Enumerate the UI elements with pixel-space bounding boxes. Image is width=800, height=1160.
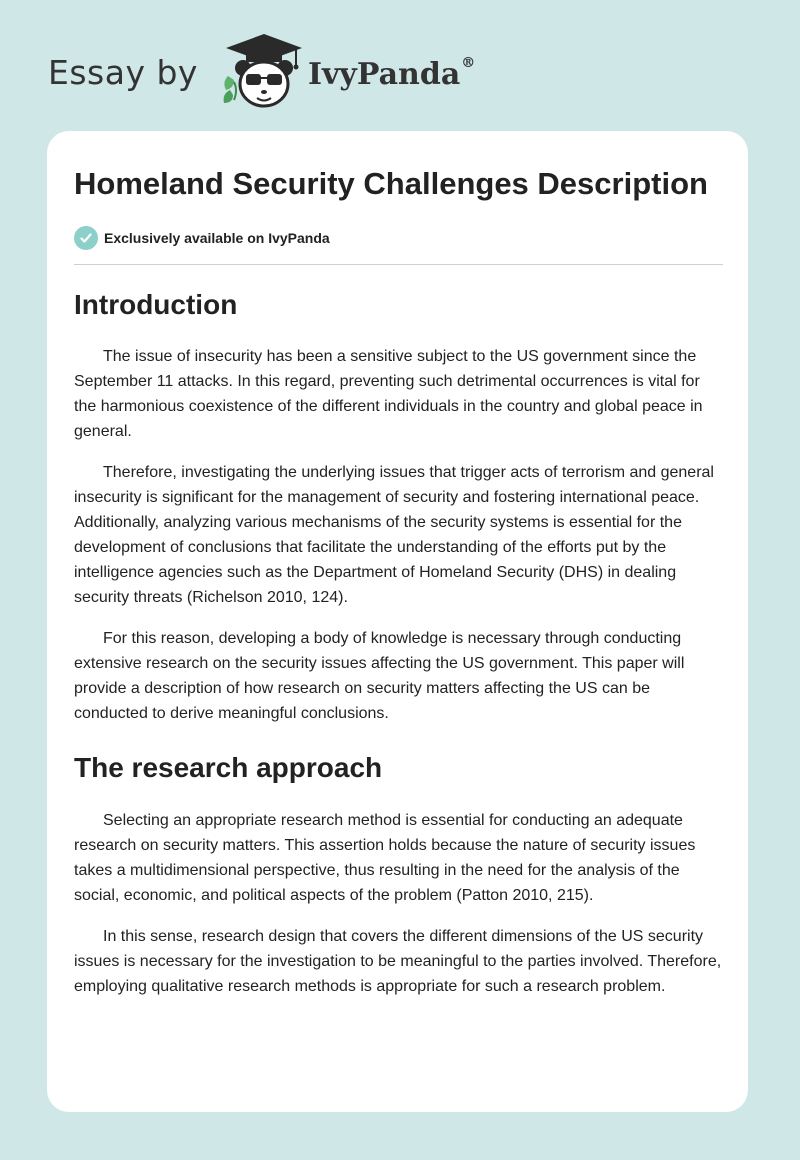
paragraph: For this reason, developing a body of knowledge is necessary through conducting extensive research on the security issues affecting the US government. This paper will provide a description of how research on security matters affecting the US can be conducted to derive meaningful conclusions. [74, 630, 685, 722]
check-icon [74, 226, 98, 250]
paragraph: Selecting an appropriate research method is essential for conducting an adequate research on security matters. This assertion holds because the nature of security issues takes a multidimensional perspective, thus resulting in the need for the analysis of the social, economic, and political aspects of the problem (Patton 2010, 215). [74, 812, 696, 904]
essay-by-label: Essay by [48, 52, 198, 92]
section-heading-introduction: Introduction [74, 289, 238, 320]
divider [74, 264, 723, 265]
paragraph: Therefore, investigating the underlying issues that trigger acts of terrorism and general insecurity is significant for the management of security and fostering international peace. Additionally, analyzing various mechanisms of the security systems is essential for the development of conclusions that facilitate the understanding of the efforts put by the intelligence agencies such as the Department of Homeland Security (DHS) in dealing security threats (Richelson 2010, 124). [74, 464, 714, 606]
brand-name[interactable]: IvyPanda® [307, 54, 476, 92]
registered-mark: ® [461, 54, 476, 71]
exclusive-badge [74, 224, 723, 252]
page-title: Homeland Security Challenges Description [74, 166, 708, 201]
section-heading-research-approach: The research approach [74, 752, 383, 783]
essay-card [47, 131, 748, 1112]
paragraph: In this sense, research design that covers the different dimensions of the US security issues is necessary for the investigation to be meaningful to the parties involved. Therefore, employing qualitative research methods is appropriate for such a research problem. [74, 928, 722, 995]
paragraph: The issue of insecurity has been a sensitive subject to the US government since the September 11 attacks. In this regard, preventing such detrimental occurrences is vital for the harmonious coexistence of the different individuals in the country and global peace in general. [74, 348, 703, 440]
site-header [48, 32, 475, 112]
exclusive-label: Exclusively available on IvyPanda [104, 230, 330, 246]
panda-logo-icon[interactable] [216, 32, 306, 112]
